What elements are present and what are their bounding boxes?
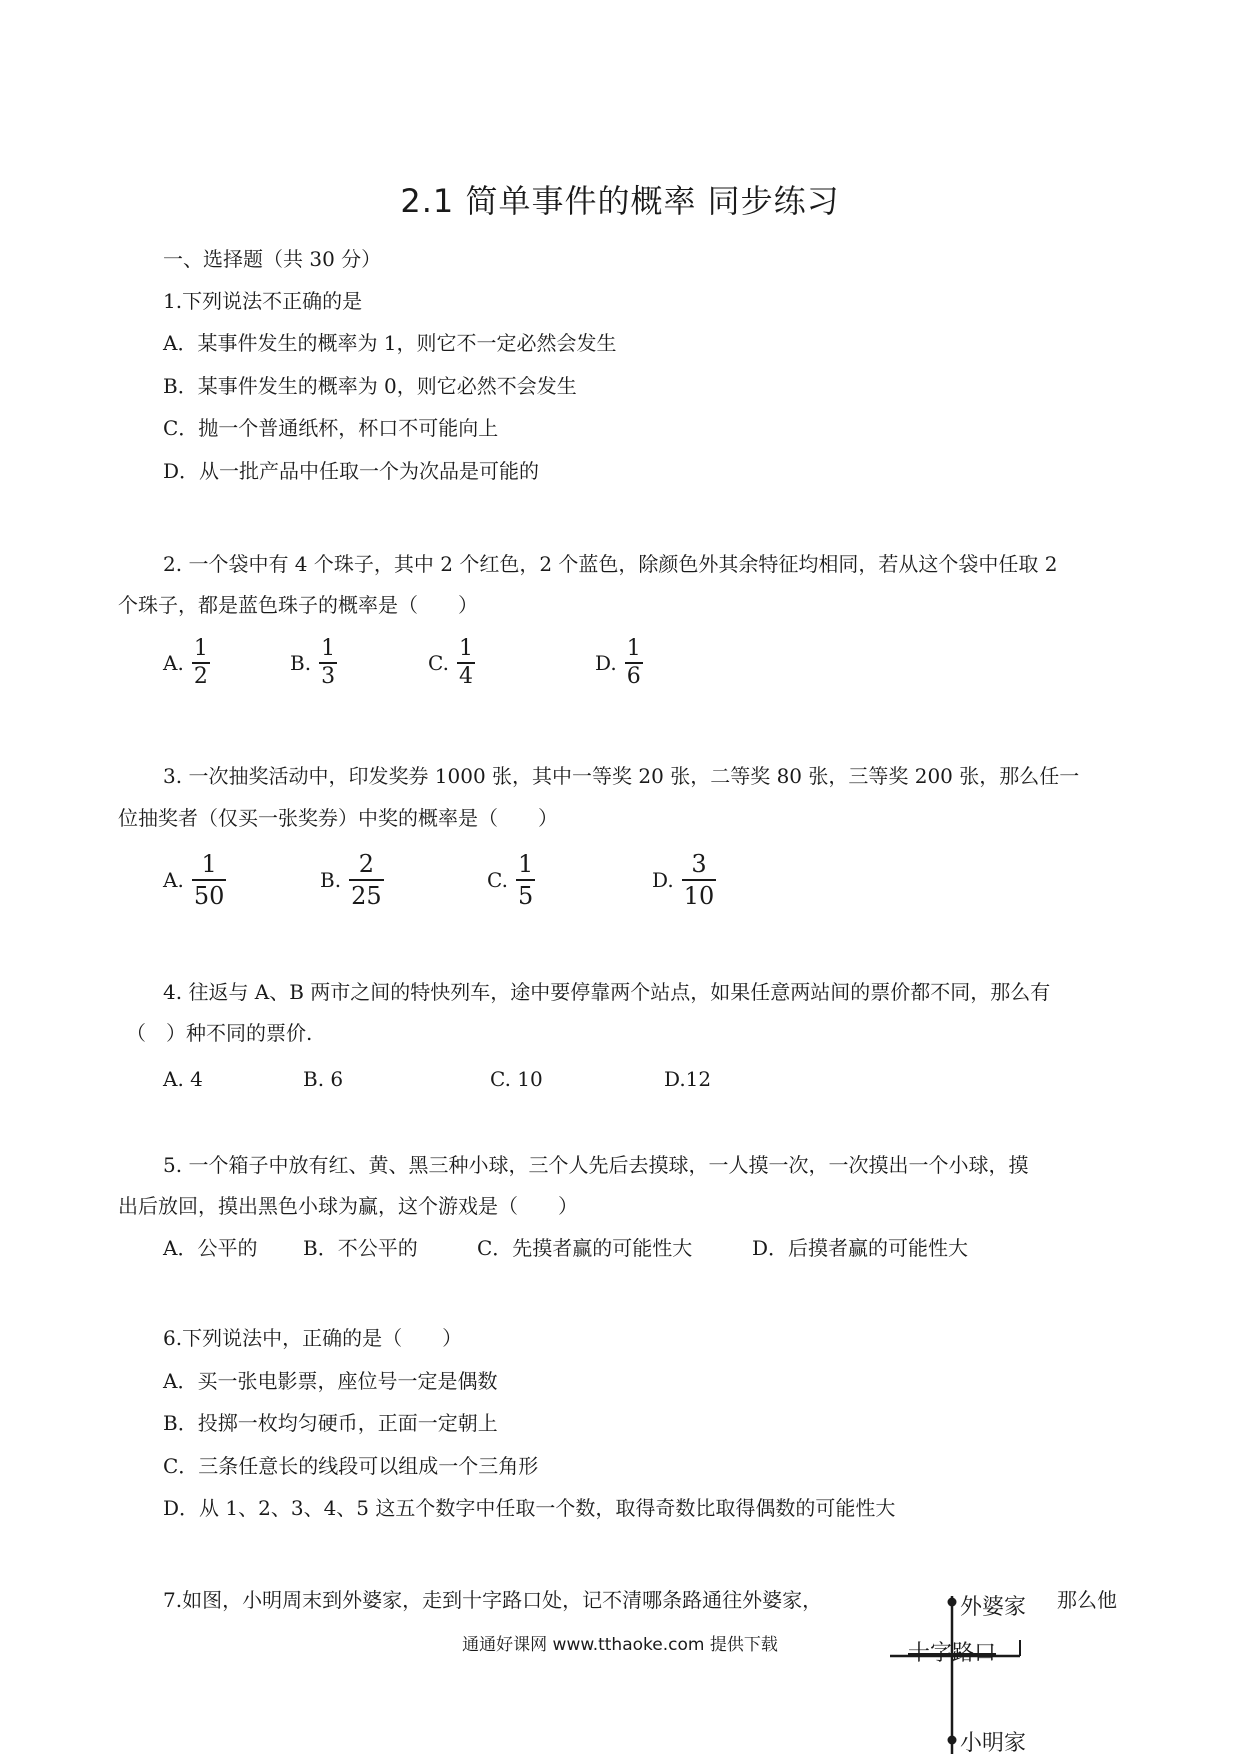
fraction-denominator: 50 [193, 881, 225, 910]
fraction-denominator: 2 [193, 663, 208, 689]
q6-option-b: B．投掷一枚均匀硬币，正面一定朝上 [163, 1411, 498, 1435]
q2-option-c [428, 636, 475, 690]
q6-stem: 6.下列说法中，正确的是（ ） [163, 1326, 463, 1350]
q5-option-b: B．不公平的 [303, 1236, 418, 1260]
crossroads-diagram [880, 1590, 1040, 1754]
option-label: D. [595, 650, 617, 675]
fraction-numerator: 1 [458, 636, 473, 661]
option-label: B. [320, 867, 342, 892]
q3-stem-line1: 3. 一次抽奖活动中，印发奖券 1000 张，其中一等奖 20 张，二等奖 80 张，三等奖 200 张，那么任一 [163, 764, 1080, 788]
q5-stem-line1: 5. 一个箱子中放有红、黄、黑三种小球，三个人先后去摸球，一人摸一次，一次摸出一个小球，摸 [163, 1153, 1029, 1177]
fraction-numerator: 1 [193, 636, 208, 661]
q1-option-c: C．抛一个普通纸杯，杯口不可能向上 [163, 416, 499, 440]
fraction-numerator: 2 [358, 850, 374, 878]
fraction-numerator: 1 [517, 850, 534, 878]
q1-stem: 1.下列说法不正确的是 [163, 289, 363, 313]
q7-stem-left: 7.如图，小明周末到外婆家，走到十字路口处，记不清哪条路通往外婆家， [163, 1588, 823, 1612]
q5-stem-line2: 出后放回，摸出黑色小球为赢，这个游戏是（ ） [118, 1194, 578, 1218]
q6-option-d: D．从 1、2、3、4、5 这五个数字中任取一个数，取得奇数比取得偶数的可能性大 [163, 1496, 896, 1520]
q4-option-c: C. 10 [490, 1067, 543, 1091]
fraction-denominator: 4 [458, 663, 473, 689]
q1-option-a: A．某事件发生的概率为 1，则它不一定必然会发生 [163, 331, 617, 355]
q7-stem-right: 那么他 [1057, 1588, 1117, 1612]
option-label: A. [163, 650, 184, 675]
q4-stem-line2: （ ）种不同的票价. [126, 1021, 313, 1045]
grandma-house-dot [948, 1598, 957, 1607]
q3-stem-line2: 位抽奖者（仅买一张奖券）中奖的概率是（ ） [118, 806, 558, 830]
xiaoming-house-label: 小明家 [960, 1731, 1027, 1756]
q3-option-a [163, 849, 226, 911]
q2-stem-line2: 个珠子，都是蓝色珠子的概率是（ ） [118, 593, 478, 617]
option-label: D. [652, 867, 674, 892]
q2-stem-line1: 2. 一个袋中有 4 个珠子，其中 2 个红色，2 个蓝色，除颜色外其余特征均相同，若从这个袋中任取 2 [163, 552, 1058, 576]
option-label: B. [290, 650, 312, 675]
option-label: C. [428, 650, 449, 675]
q1-option-b: B．某事件发生的概率为 0，则它必然不会发生 [163, 374, 577, 398]
q4-option-b: B. 6 [303, 1067, 344, 1091]
q2-option-b [290, 636, 337, 690]
fraction-numerator: 3 [691, 850, 707, 878]
crossroads-label: 十字路口 [908, 1641, 997, 1666]
fraction-denominator: 6 [626, 663, 641, 689]
q3-option-c [487, 849, 535, 911]
q6-option-c: C．三条任意长的线段可以组成一个三角形 [163, 1454, 539, 1478]
q6-option-a: A．买一张电影票，座位号一定是偶数 [163, 1369, 498, 1393]
q4-stem-line1: 4. 往返与 A、B 两市之间的特快列车，途中要停靠两个站点，如果任意两站间的票价都不同，那么有 [163, 980, 1051, 1004]
fraction-numerator: 1 [201, 850, 217, 878]
q5-option-c: C．先摸者赢的可能性大 [477, 1236, 693, 1260]
q1-option-d: D．从一批产品中任取一个为次品是可能的 [163, 459, 540, 483]
q3-option-b [320, 849, 384, 911]
option-label: C. [487, 867, 508, 892]
xiaoming-house-dot [948, 1736, 957, 1745]
q3-option-d [652, 849, 716, 911]
q2-option-d [595, 636, 643, 690]
q2-option-a [163, 636, 210, 690]
q5-option-a: A．公平的 [163, 1236, 258, 1260]
fraction-denominator: 10 [683, 881, 715, 910]
fraction-numerator: 1 [321, 636, 336, 661]
page-title: 2.1 简单事件的概率 同步练习 [400, 182, 840, 220]
q4-option-a: A. 4 [163, 1067, 203, 1091]
option-label: A. [163, 867, 184, 892]
section-heading: 一、选择题（共 30 分） [163, 247, 382, 271]
q4-option-d: D.12 [664, 1067, 712, 1091]
fraction-denominator: 25 [351, 881, 382, 910]
fraction-denominator: 3 [321, 663, 336, 689]
q5-option-d: D．后摸者赢的可能性大 [752, 1236, 969, 1260]
page-footer: 通通好课网 www.tthaoke.com 提供下载 [462, 1635, 778, 1655]
fraction-denominator: 5 [517, 881, 534, 910]
grandma-house-label: 外婆家 [960, 1595, 1027, 1620]
fraction-numerator: 1 [626, 636, 641, 661]
